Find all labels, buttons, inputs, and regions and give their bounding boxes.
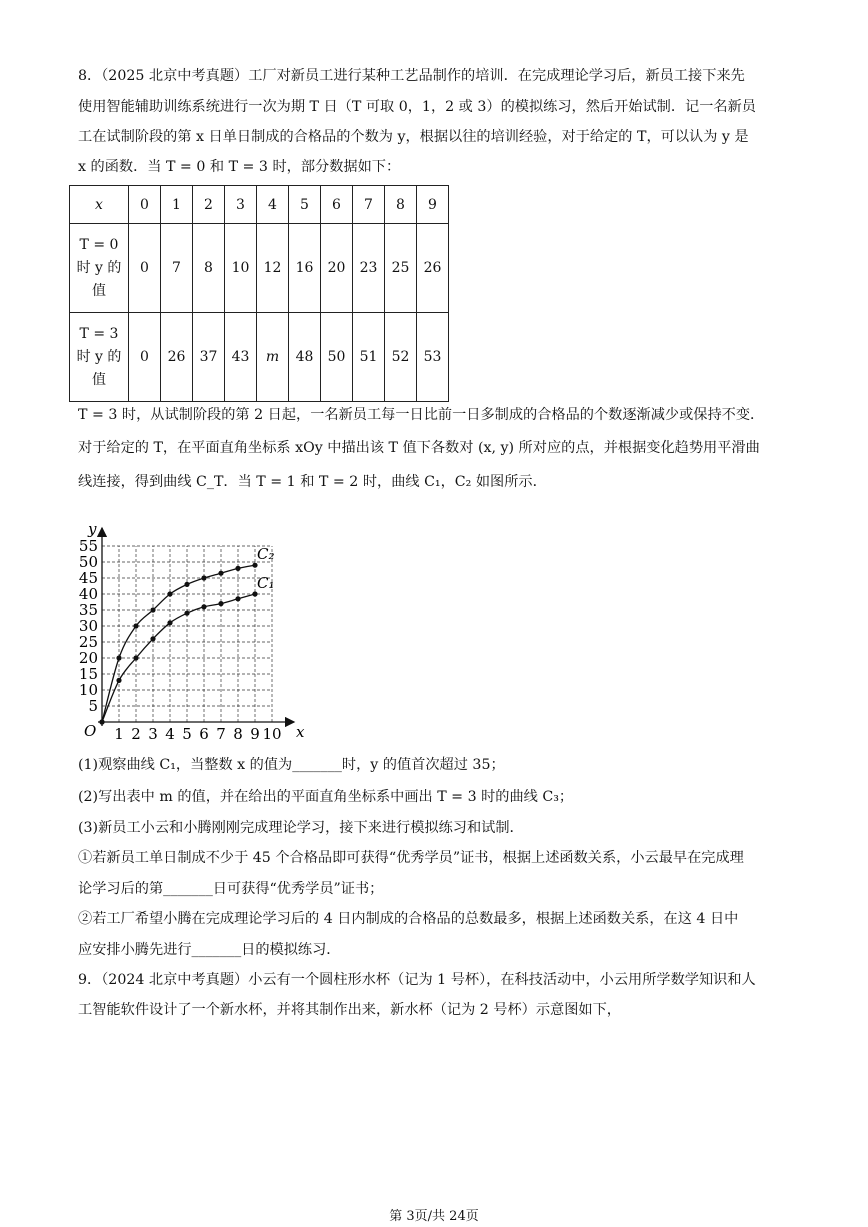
- table-cell: 4: [257, 186, 289, 224]
- data-table: [69, 185, 449, 402]
- x-tick-label: 4: [165, 725, 175, 743]
- data-point: [116, 655, 121, 660]
- table-cell: 52: [385, 313, 417, 402]
- table-cell: 53: [417, 313, 449, 402]
- table-header-t3: [70, 313, 129, 402]
- row-label-line: T = 0: [79, 236, 119, 253]
- table-cell: 48: [289, 313, 321, 402]
- y-tick-label: 55: [78, 537, 98, 555]
- curve-c2: [102, 565, 255, 722]
- coordinate-graph: [70, 498, 330, 748]
- row-label-line: 值: [92, 371, 106, 388]
- table-cell: 26: [417, 224, 449, 313]
- sub-question-3a-line-1: ①若新员工单日制成不少于 45 个合格品即可获得“优秀学员”证书，根据上述函数关系，小云最早在完成理: [78, 850, 744, 866]
- q9-line-2: 工智能软件设计了一个新水杯，并将其制作出来，新水杯（记为 2 号杯）示意图如下，: [78, 1002, 621, 1018]
- table-cell: 0: [129, 224, 161, 313]
- series-label: C₁: [257, 574, 275, 592]
- row-label-line: 时 y 的: [76, 348, 122, 365]
- y-axis-label: y: [88, 520, 97, 538]
- table-cell: 8: [193, 224, 225, 313]
- y-tick-label: 50: [78, 553, 98, 571]
- data-point: [252, 591, 257, 596]
- table-cell: 20: [321, 224, 353, 313]
- sub-question-3a-line-2: 论学习后的第_______日可获得“优秀学员”证书；: [78, 881, 384, 897]
- table-cell: 3: [225, 186, 257, 224]
- table-cell: 25: [385, 224, 417, 313]
- data-point: [252, 563, 257, 568]
- y-tick-label: 15: [78, 665, 98, 683]
- table-cell: 5: [289, 186, 321, 224]
- table-cell: 0: [129, 186, 161, 224]
- data-point: [218, 571, 223, 576]
- y-tick-label: 40: [78, 585, 98, 603]
- table-cell: 12: [257, 224, 289, 313]
- table-cell: m: [257, 313, 289, 402]
- table-cell: 51: [353, 313, 385, 402]
- y-tick-label: 30: [78, 617, 98, 635]
- data-point: [150, 636, 155, 641]
- page-footer: 第 3页/共 24页: [389, 1209, 479, 1224]
- y-tick-label: 45: [78, 569, 98, 587]
- table-header-t0: [70, 224, 129, 313]
- data-point: [150, 607, 155, 612]
- table-cell: 23: [353, 224, 385, 313]
- x-tick-label: 5: [182, 725, 192, 743]
- row-label-line: 值: [92, 282, 106, 299]
- table-cell: 50: [321, 313, 353, 402]
- data-point: [99, 719, 104, 724]
- x-tick-label: 9: [250, 725, 260, 743]
- x-axis-label: x: [296, 723, 305, 741]
- x-tick-label: 6: [199, 725, 209, 743]
- table-cell: 1: [161, 186, 193, 224]
- x-tick-label: 2: [131, 725, 141, 743]
- q8-line-5: T = 3 时，从试制阶段的第 2 日起，一名新员工每一日比前一日多制成的合格品的个数逐渐减少或保持不变．: [78, 407, 765, 423]
- table-cell: 16: [289, 224, 321, 313]
- x-tick-label: 3: [148, 725, 158, 743]
- y-tick-label: 35: [78, 601, 98, 619]
- table-row: [70, 186, 449, 224]
- sub-question-3: (3)新员工小云和小腾刚刚完成理论学习，接下来进行模拟练习和试制．: [78, 820, 524, 836]
- series-label: C₂: [257, 545, 275, 564]
- row-label-line: T = 3: [79, 325, 119, 342]
- q8-line-3: 工在试制阶段的第 x 日单日制成的合格品的个数为 y，根据以往的培训经验，对于给定的 T，可以认为 y 是: [78, 129, 749, 145]
- x-tick-label: 8: [233, 725, 243, 743]
- data-point: [201, 604, 206, 609]
- data-point: [201, 575, 206, 580]
- q9-line-1: 9．（2024 北京中考真题）小云有一个圆柱形水杯（记为 1 号杯），在科技活动中，小云用所学数学知识和人: [78, 972, 756, 988]
- data-point: [218, 601, 223, 606]
- data-point: [167, 591, 172, 596]
- table-cell: 6: [321, 186, 353, 224]
- y-tick-label: 10: [78, 681, 98, 699]
- sub-question-2: (2)写出表中 m 的值，并在给出的平面直角坐标系中画出 T = 3 时的曲线 C₃；: [78, 789, 574, 805]
- table-cell: 10: [225, 224, 257, 313]
- data-point: [133, 655, 138, 660]
- table-cell: 37: [193, 313, 225, 402]
- x-tick-label: 10: [262, 725, 282, 743]
- table-cell: 7: [161, 224, 193, 313]
- data-point: [235, 596, 240, 601]
- table-cell: 8: [385, 186, 417, 224]
- table-cell: 9: [417, 186, 449, 224]
- data-point: [184, 611, 189, 616]
- sub-question-3b-line-1: ②若工厂希望小腾在完成理论学习后的 4 日内制成的合格品的总数最多，根据上述函数关系，在这 4 日中: [78, 911, 739, 927]
- sub-question-3b-line-2: 应安排小腾先进行_______日的模拟练习．: [78, 942, 341, 958]
- x-tick-label: 7: [216, 725, 226, 743]
- x-tick-label: 1: [114, 725, 124, 743]
- table-row: [70, 313, 449, 402]
- q8-line-1: 8．（2025 北京中考真题）工厂对新员工进行某种工艺品制作的培训．在完成理论学习后，新员工接下来先: [78, 68, 745, 84]
- data-point: [133, 623, 138, 628]
- data-point: [184, 582, 189, 587]
- table-header-x: x: [70, 186, 129, 224]
- table-cell: 2: [193, 186, 225, 224]
- y-tick-label: 20: [78, 649, 98, 667]
- table-cell: 0: [129, 313, 161, 402]
- q8-line-2: 使用智能辅助训练系统进行一次为期 T 日（T 可取 0，1，2 或 3）的模拟练习，然后开始试制．记一名新员: [78, 99, 756, 115]
- origin-label: O: [84, 722, 97, 740]
- table-cell: 43: [225, 313, 257, 402]
- y-tick-label: 25: [78, 633, 98, 651]
- q8-line-7: 线连接，得到曲线 C_T．当 T = 1 和 T = 2 时，曲线 C₁，C₂ 如图所示．: [78, 474, 547, 490]
- table-cell: 7: [353, 186, 385, 224]
- row-label-line: 时 y 的: [76, 259, 122, 276]
- q8-line-4: x 的函数．当 T = 0 和 T = 3 时，部分数据如下：: [78, 159, 401, 175]
- y-tick-label: 5: [88, 697, 98, 715]
- data-point: [116, 678, 121, 683]
- table-cell: 26: [161, 313, 193, 402]
- data-point: [235, 566, 240, 571]
- sub-question-1: (1)观察曲线 C₁，当整数 x 的值为_______时，y 的值首次超过 35；: [78, 757, 505, 773]
- q8-line-6: 对于给定的 T，在平面直角坐标系 xOy 中描出该 T 值下各数对 (x, y) 所对应的点，并根据变化趋势用平滑曲: [78, 440, 760, 456]
- data-point: [167, 620, 172, 625]
- table-row: [70, 224, 449, 313]
